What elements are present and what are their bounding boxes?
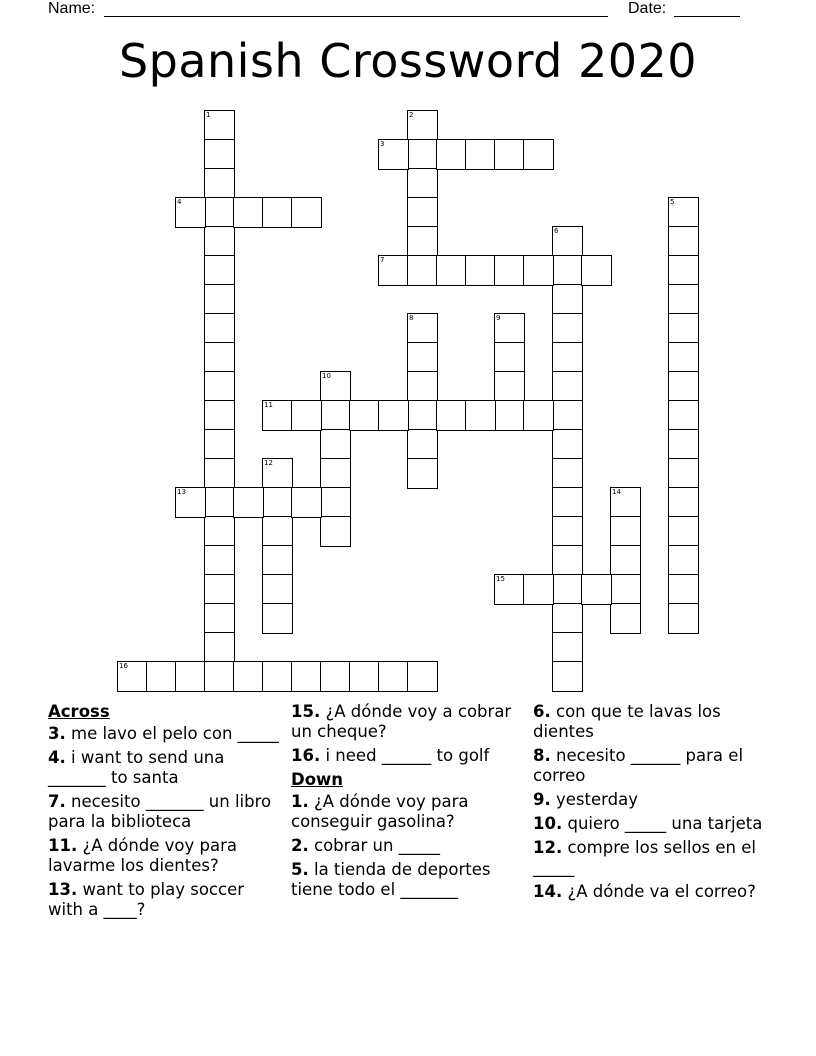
grid-cell[interactable] [436,255,467,286]
grid-cell[interactable] [204,371,235,402]
grid-cell[interactable] [407,139,438,170]
cell-number: 5 [670,198,675,206]
grid-cell[interactable] [320,661,351,692]
grid-cell[interactable] [610,603,641,634]
across-heading: Across [48,702,110,721]
cell-number: 13 [177,488,186,496]
date-label: Date: [628,0,667,17]
grid-cell[interactable] [523,255,554,286]
clues-column-3 [533,702,769,906]
grid-cell[interactable] [175,661,206,692]
grid-cell[interactable] [204,342,235,373]
grid-cell[interactable] [204,284,235,315]
grid-cell[interactable] [610,516,641,547]
grid-cell[interactable] [552,632,583,663]
grid-cell[interactable] [523,139,554,170]
grid-cell[interactable] [552,516,583,547]
grid-cell[interactable] [146,661,177,692]
grid-cell[interactable] [262,516,293,547]
grid-cell[interactable] [204,632,235,663]
grid-cell[interactable] [204,255,235,286]
grid-cell[interactable] [552,226,583,257]
down-clue: 2. cobrar un _____ [291,836,440,855]
grid-cell[interactable] [668,574,699,605]
grid-cell[interactable] [494,371,525,402]
grid-cell[interactable] [320,429,351,460]
grid-cell[interactable] [262,661,293,692]
grid-cell[interactable] [494,574,525,605]
grid-cell[interactable] [175,487,206,518]
grid-cell[interactable] [262,400,293,431]
grid-cell[interactable] [204,458,235,489]
down-clue: 12. compre los sellos en el _____ [533,838,756,877]
cell-number: 7 [380,256,385,264]
grid-cell[interactable] [494,313,525,344]
grid-cell[interactable] [494,255,525,286]
grid-cell[interactable] [407,371,438,402]
cell-number: 8 [409,314,414,322]
grid-cell[interactable] [204,574,235,605]
grid-cell[interactable] [320,371,351,402]
across-clue: 16. i need ______ to golf [291,746,490,765]
grid-cell[interactable] [668,400,699,431]
cell-number: 10 [322,372,331,380]
grid-cell[interactable] [610,545,641,576]
grid-cell[interactable] [233,487,264,518]
grid-cell[interactable] [668,429,699,460]
grid-cell[interactable] [204,197,235,228]
grid-cell[interactable] [668,226,699,257]
down-clue: 10. quiero _____ una tarjeta [533,814,763,833]
grid-cell[interactable] [320,400,351,431]
grid-cell[interactable] [320,487,351,518]
grid-cell[interactable] [465,139,496,170]
across-clue: 3. me lavo el pelo con _____ [48,724,279,743]
cell-number: 14 [612,488,621,496]
grid-cell[interactable] [552,284,583,315]
grid-cell[interactable] [552,429,583,460]
grid-cell[interactable] [407,197,438,228]
grid-cell[interactable] [494,342,525,373]
down-heading: Down [291,770,344,789]
grid-cell[interactable] [204,516,235,547]
grid-cell[interactable] [233,197,264,228]
grid-cell[interactable] [204,429,235,460]
grid-cell[interactable] [117,661,148,692]
grid-cell[interactable] [494,139,525,170]
grid-cell[interactable] [523,574,554,605]
grid-cell[interactable] [465,255,496,286]
grid-cell[interactable] [204,661,235,692]
across-clue: 15. ¿A dónde voy a cobrar un cheque? [291,702,512,741]
grid-cell[interactable] [175,197,206,228]
across-clue: 7. necesito _______ un libro para la biblioteca [48,792,272,831]
grid-cell[interactable] [668,545,699,576]
grid-cell[interactable] [407,110,438,141]
grid-cell[interactable] [581,574,612,605]
grid-cell[interactable] [552,255,583,286]
grid-cell[interactable] [291,487,322,518]
grid-cell[interactable] [204,139,235,170]
grid-cell[interactable] [204,226,235,257]
down-clue: 5. la tienda de deportes tiene todo el _______ [291,860,491,899]
cell-number: 4 [177,198,182,206]
grid-cell[interactable] [552,342,583,373]
grid-cell[interactable] [204,400,235,431]
grid-cell[interactable] [668,284,699,315]
grid-cell[interactable] [407,400,438,431]
cell-number: 2 [409,111,414,119]
grid-cell[interactable] [552,603,583,634]
across-clue: 4. i want to send una _______ to santa [48,748,225,787]
grid-cell[interactable] [668,603,699,634]
grid-cell[interactable] [668,371,699,402]
grid-cell[interactable] [581,255,612,286]
grid-cell[interactable] [610,487,641,518]
cell-number: 16 [119,662,128,670]
across-clue: 11. ¿A dónde voy para lavarme los dientes? [48,836,238,875]
grid-cell[interactable] [552,545,583,576]
grid-cell[interactable] [668,255,699,286]
grid-cell[interactable] [668,197,699,228]
across-clue: 13. want to play soccer with a ____? [48,880,245,919]
grid-cell[interactable] [407,342,438,373]
cell-number: 9 [496,314,501,322]
down-clue: 1. ¿A dónde voy para conseguir gasolina? [291,792,469,831]
grid-cell[interactable] [291,197,322,228]
name-field[interactable] [104,16,608,17]
grid-cell[interactable] [494,400,525,431]
cell-number: 3 [380,140,385,148]
grid-cell[interactable] [407,429,438,460]
grid-cell[interactable] [262,458,293,489]
cell-number: 15 [496,575,505,583]
clues-column-2 [291,702,527,904]
grid-cell[interactable] [291,400,322,431]
grid-cell[interactable] [204,313,235,344]
grid-cell[interactable] [552,371,583,402]
grid-cell[interactable] [407,458,438,489]
grid-cell[interactable] [523,400,554,431]
grid-cell[interactable] [204,487,235,518]
grid-cell[interactable] [465,400,496,431]
grid-cell[interactable] [552,574,583,605]
grid-cell[interactable] [552,458,583,489]
grid-cell[interactable] [320,458,351,489]
grid-cell[interactable] [436,139,467,170]
grid-cell[interactable] [204,545,235,576]
date-field[interactable] [674,16,740,17]
grid-cell[interactable] [262,487,293,518]
clues-column-1 [48,702,284,924]
grid-cell[interactable] [378,255,409,286]
grid-cell[interactable] [668,516,699,547]
grid-cell[interactable] [291,661,322,692]
grid-cell[interactable] [552,313,583,344]
down-clue: 8. necesito ______ para el correo [533,746,744,785]
grid-cell[interactable] [610,574,641,605]
grid-cell[interactable] [668,313,699,344]
grid-cell[interactable] [436,400,467,431]
grid-cell[interactable] [407,168,438,199]
grid-cell[interactable] [668,487,699,518]
cell-number: 6 [554,227,559,235]
grid-cell[interactable] [668,458,699,489]
grid-cell[interactable] [204,110,235,141]
grid-cell[interactable] [407,661,438,692]
grid-cell[interactable] [407,255,438,286]
grid-cell[interactable] [349,661,380,692]
page-title: Spanish Crossword 2020 [118,34,698,88]
name-label: Name: [48,0,96,17]
down-clue: 9. yesterday [533,790,638,809]
grid-cell[interactable] [204,168,235,199]
down-clue: 14. ¿A dónde va el correo? [533,882,756,901]
grid-cell[interactable] [262,574,293,605]
grid-cell[interactable] [262,545,293,576]
grid-cell[interactable] [320,516,351,547]
cell-number: 12 [264,459,273,467]
grid-cell[interactable] [552,400,583,431]
grid-cell[interactable] [378,139,409,170]
grid-cell[interactable] [668,342,699,373]
grid-cell[interactable] [407,226,438,257]
grid-cell[interactable] [378,400,409,431]
grid-cell[interactable] [378,661,409,692]
down-clue: 6. con que te lavas los dientes [533,702,721,741]
cell-number: 11 [264,401,273,409]
grid-cell[interactable] [552,487,583,518]
grid-cell[interactable] [233,661,264,692]
grid-cell[interactable] [262,603,293,634]
grid-cell[interactable] [349,400,380,431]
grid-cell[interactable] [552,661,583,692]
grid-cell[interactable] [204,603,235,634]
cell-number: 1 [206,111,211,119]
grid-cell[interactable] [407,313,438,344]
grid-cell[interactable] [262,197,293,228]
